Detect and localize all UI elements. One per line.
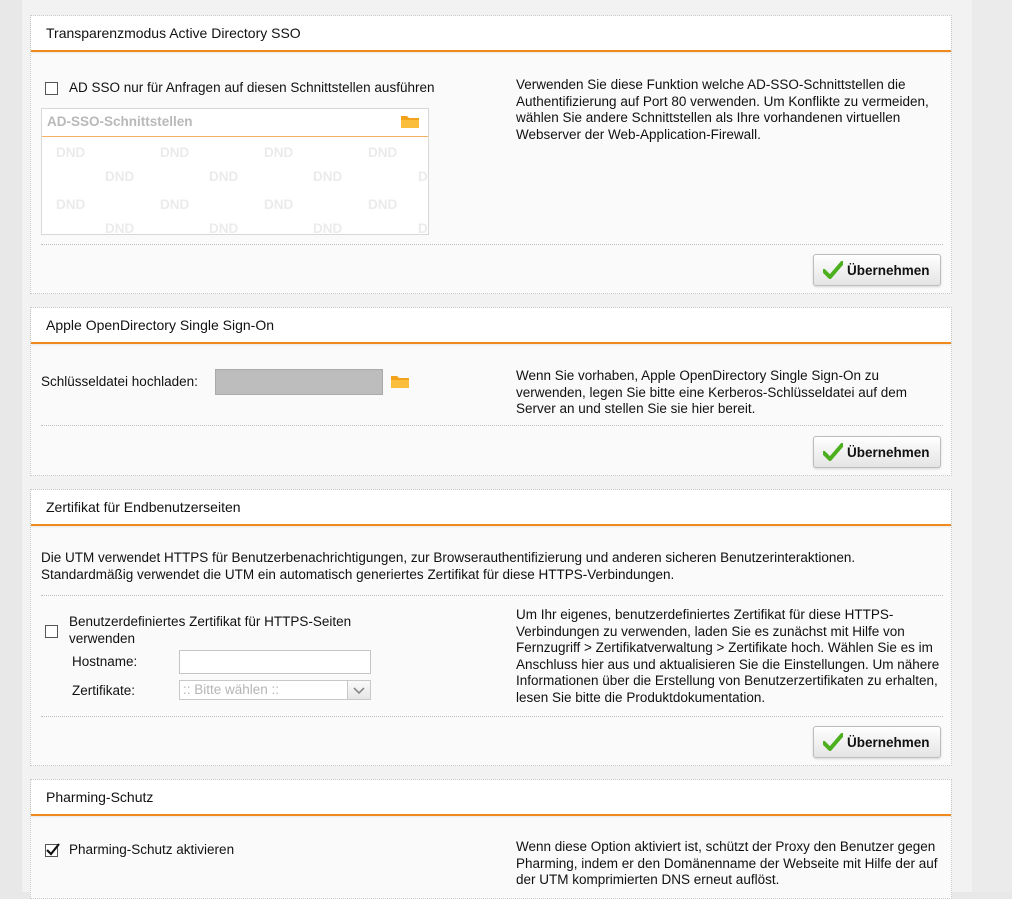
dnd-placeholder: DND: [209, 221, 239, 235]
dnd-placeholder: DND: [56, 197, 86, 212]
check-icon: [823, 261, 843, 279]
panel-title: Zertifikat für Endbenutzerseiten: [46, 499, 241, 515]
check-icon: [823, 443, 843, 461]
divider: [41, 716, 943, 717]
dnd-placeholder: DND: [105, 169, 135, 184]
certificate-intro: Die UTM verwendet HTTPS für Benutzerbenachrichtigungen, zur Browserauthentifizierung und anderen sicheren Benutzerinteraktionen. Standardmäßig verwendet die UTM ein automatisch generiertes Zertifikat für diese HTTPS-Verbindungen.: [41, 550, 856, 582]
upload-label: Schlüsseldatei hochladen:: [41, 374, 198, 389]
dnd-placeholder: DND: [105, 221, 135, 235]
panel-title: Apple OpenDirectory Single Sign-On: [46, 317, 275, 333]
panel-header: [31, 780, 951, 816]
panel-opendirectory: [30, 307, 952, 476]
dnd-placeholder: DND: [209, 169, 239, 184]
panel-title: Transparenzmodus Active Directory SSO: [46, 25, 301, 41]
dnd-placeholder: D: [418, 221, 428, 235]
dnd-placeholder: DND: [56, 145, 86, 160]
certificate-select-value: :: Bitte wählen ::: [183, 682, 280, 697]
hostname-input[interactable]: [179, 650, 371, 674]
pharming-checkbox-label: Pharming-Schutz aktivieren: [69, 842, 235, 857]
hostname-label: Hostname:: [72, 654, 138, 669]
dnd-placeholder: DND: [368, 197, 398, 212]
pharming-checkbox[interactable]: [45, 844, 58, 857]
divider: [41, 244, 943, 245]
apply-button-label: Übernehmen: [847, 735, 930, 750]
panel-ad-sso: [30, 15, 952, 294]
dnd-placeholder: DND: [264, 197, 294, 212]
apply-button-label: Übernehmen: [847, 445, 930, 460]
apply-button[interactable]: [813, 726, 941, 758]
check-icon: [823, 733, 843, 751]
panel-header: [31, 490, 951, 526]
folder-icon[interactable]: [400, 113, 420, 129]
dnd-placeholder: DND: [264, 145, 294, 160]
custom-certificate-checkbox[interactable]: [45, 625, 58, 638]
panel-certificate: [30, 489, 952, 766]
chevron-down-icon[interactable]: [347, 681, 370, 699]
panel-pharming: [30, 779, 952, 899]
divider: [41, 595, 943, 596]
folder-icon[interactable]: [390, 373, 410, 389]
ad-sso-interfaces-list[interactable]: [41, 108, 429, 235]
panel-header: [31, 16, 951, 52]
apply-button[interactable]: [813, 254, 941, 286]
apply-button-label: Übernehmen: [847, 263, 930, 278]
certificate-select-label: Zertifikate:: [72, 683, 136, 698]
list-title: AD-SSO-Schnittstellen: [47, 114, 193, 129]
dnd-placeholder: DND: [368, 145, 398, 160]
ad-sso-checkbox-label: AD SSO nur für Anfragen auf diesen Schnittstellen ausführen: [69, 80, 435, 95]
checkmark-icon: [45, 841, 61, 857]
certificate-select[interactable]: [179, 680, 371, 700]
divider: [41, 425, 943, 426]
dnd-placeholder: DND: [160, 197, 190, 212]
certificate-description: Um Ihr eigenes, benutzerdefiniertes Zertifikat für diese HTTPS-Verbindungen zu verwenden, laden Sie es zunächst mit Hilfe von Fernzugriff > Zertifikatverwaltung > Zertifikate hoch. Wählen Sie es im Anschluss hier aus und aktualisieren Sie die Einstellungen. Um nähere Informationen über die Erstellung von Benutzerzertifikaten zu erhalten, lesen Sie bitte die Produktdokumentation.: [516, 607, 940, 705]
opendirectory-description: Wenn Sie vorhaben, Apple OpenDirectory Single Sign-On zu verwenden, legen Sie bitte eine Kerberos-Schlüsseldatei auf dem Server an und stellen Sie sie hier bereit.: [516, 368, 907, 416]
custom-certificate-checkbox-label: Benutzerdefiniertes Zertifikat für HTTPS-Seiten verwenden: [69, 614, 352, 646]
dnd-placeholder: DND: [313, 169, 343, 184]
dnd-placeholder: DND: [160, 145, 190, 160]
ad-sso-description: Verwenden Sie diese Funktion welche AD-SSO-Schnittstellen die Authentifizierung auf Port 80 verwenden. Um Konflikte zu vermeiden, wählen Sie andere Schnittstellen als Ihre vorhandenen virtuellen Webserver der Web-Application-Firewall.: [516, 77, 929, 142]
dnd-placeholder: DND: [313, 221, 343, 235]
ad-sso-checkbox[interactable]: [45, 82, 58, 95]
dnd-placeholder: D: [418, 169, 428, 184]
keyfile-upload-field[interactable]: [215, 369, 383, 395]
panel-header: [31, 308, 951, 344]
list-header: [42, 109, 428, 137]
apply-button[interactable]: [813, 436, 941, 468]
panel-title: Pharming-Schutz: [46, 789, 154, 805]
pharming-description: Wenn diese Option aktiviert ist, schützt der Proxy den Benutzer gegen Pharming, indem er den Domänenname der Webseite mit Hilfe der auf der UTM komprimierten DNS erneut auflöst.: [516, 839, 938, 887]
right-margin: [972, 0, 1012, 892]
